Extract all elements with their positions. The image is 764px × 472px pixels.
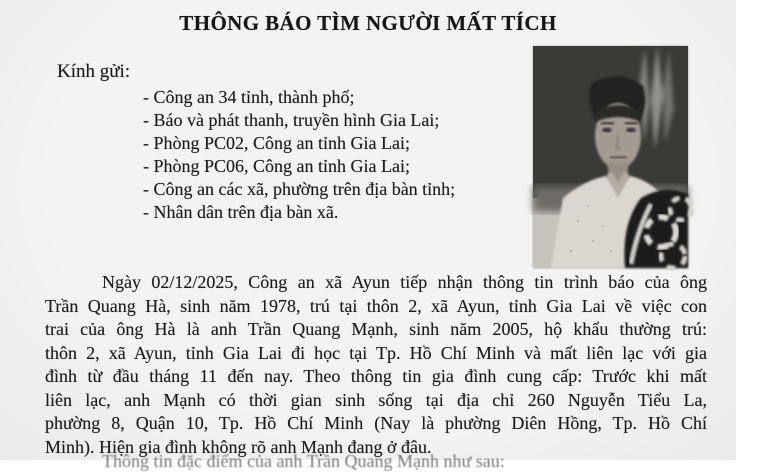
recipient-list bbox=[143, 86, 455, 224]
recipient-line: - Báo và phát thanh, truyền hình Gia Lai; bbox=[143, 110, 440, 130]
body-line: đình từ đầu tháng 11 đến nay. Theo thông tin gia đình cung cấp: Trước khi mất bbox=[45, 366, 707, 386]
body-paragraph bbox=[45, 271, 707, 459]
recipient-line: - Phòng PC06, Công an tỉnh Gia Lai; bbox=[143, 156, 410, 176]
recipient-line: - Công an các xã, phường trên địa bàn tỉnh; bbox=[143, 179, 456, 199]
missing-person-portrait-photo bbox=[533, 46, 688, 268]
body-line: thôn 2, xã Ayun, tỉnh Gia Lai đi học tại Tp. Hồ Chí Minh và mất liên lạc với gia bbox=[45, 342, 707, 363]
recipient-line: - Nhân dân trên địa bàn xã. bbox=[143, 202, 339, 222]
portrait-photo-graphic bbox=[533, 46, 688, 268]
page-title: THÔNG BÁO TÌM NGƯỜI MẤT TÍCH bbox=[179, 11, 557, 35]
salutation-label: Kính gửi: bbox=[57, 61, 131, 82]
body-line: liên lạc, anh Mạnh có thời gian sinh sống tại địa chỉ 260 Nguyễn Tiểu La, bbox=[45, 389, 707, 410]
recipient-line: - Phòng PC02, Công an tỉnh Gia Lai; bbox=[143, 133, 410, 153]
body-line: Ngày 02/12/2025, Công an xã Ayun tiếp nhận thông tin trình báo của ông bbox=[102, 272, 707, 292]
body-line: Minh). Hiện gia đình không rõ anh Mạnh đang ở đâu. bbox=[45, 436, 432, 457]
body-line: trai của ông Hà là anh Trần Quang Mạnh, sinh năm 2005, hộ khẩu thường trú: bbox=[45, 319, 707, 339]
cutoff-bottom-line: Thông tin đặc điểm của anh Trần Quang Mạnh như sau: bbox=[102, 451, 505, 471]
body-line: phường 8, Quận 10, Tp. Hồ Chí Minh (Nay là phường Diên Hồng, Tp. Hồ Chí bbox=[45, 413, 707, 433]
recipient-line: - Công an 34 tỉnh, thành phố; bbox=[143, 87, 355, 107]
body-line: Trần Quang Hà, sinh năm 1978, trú tại thôn 2, xã Ayun, tỉnh Gia Lai về việc con bbox=[45, 295, 707, 316]
